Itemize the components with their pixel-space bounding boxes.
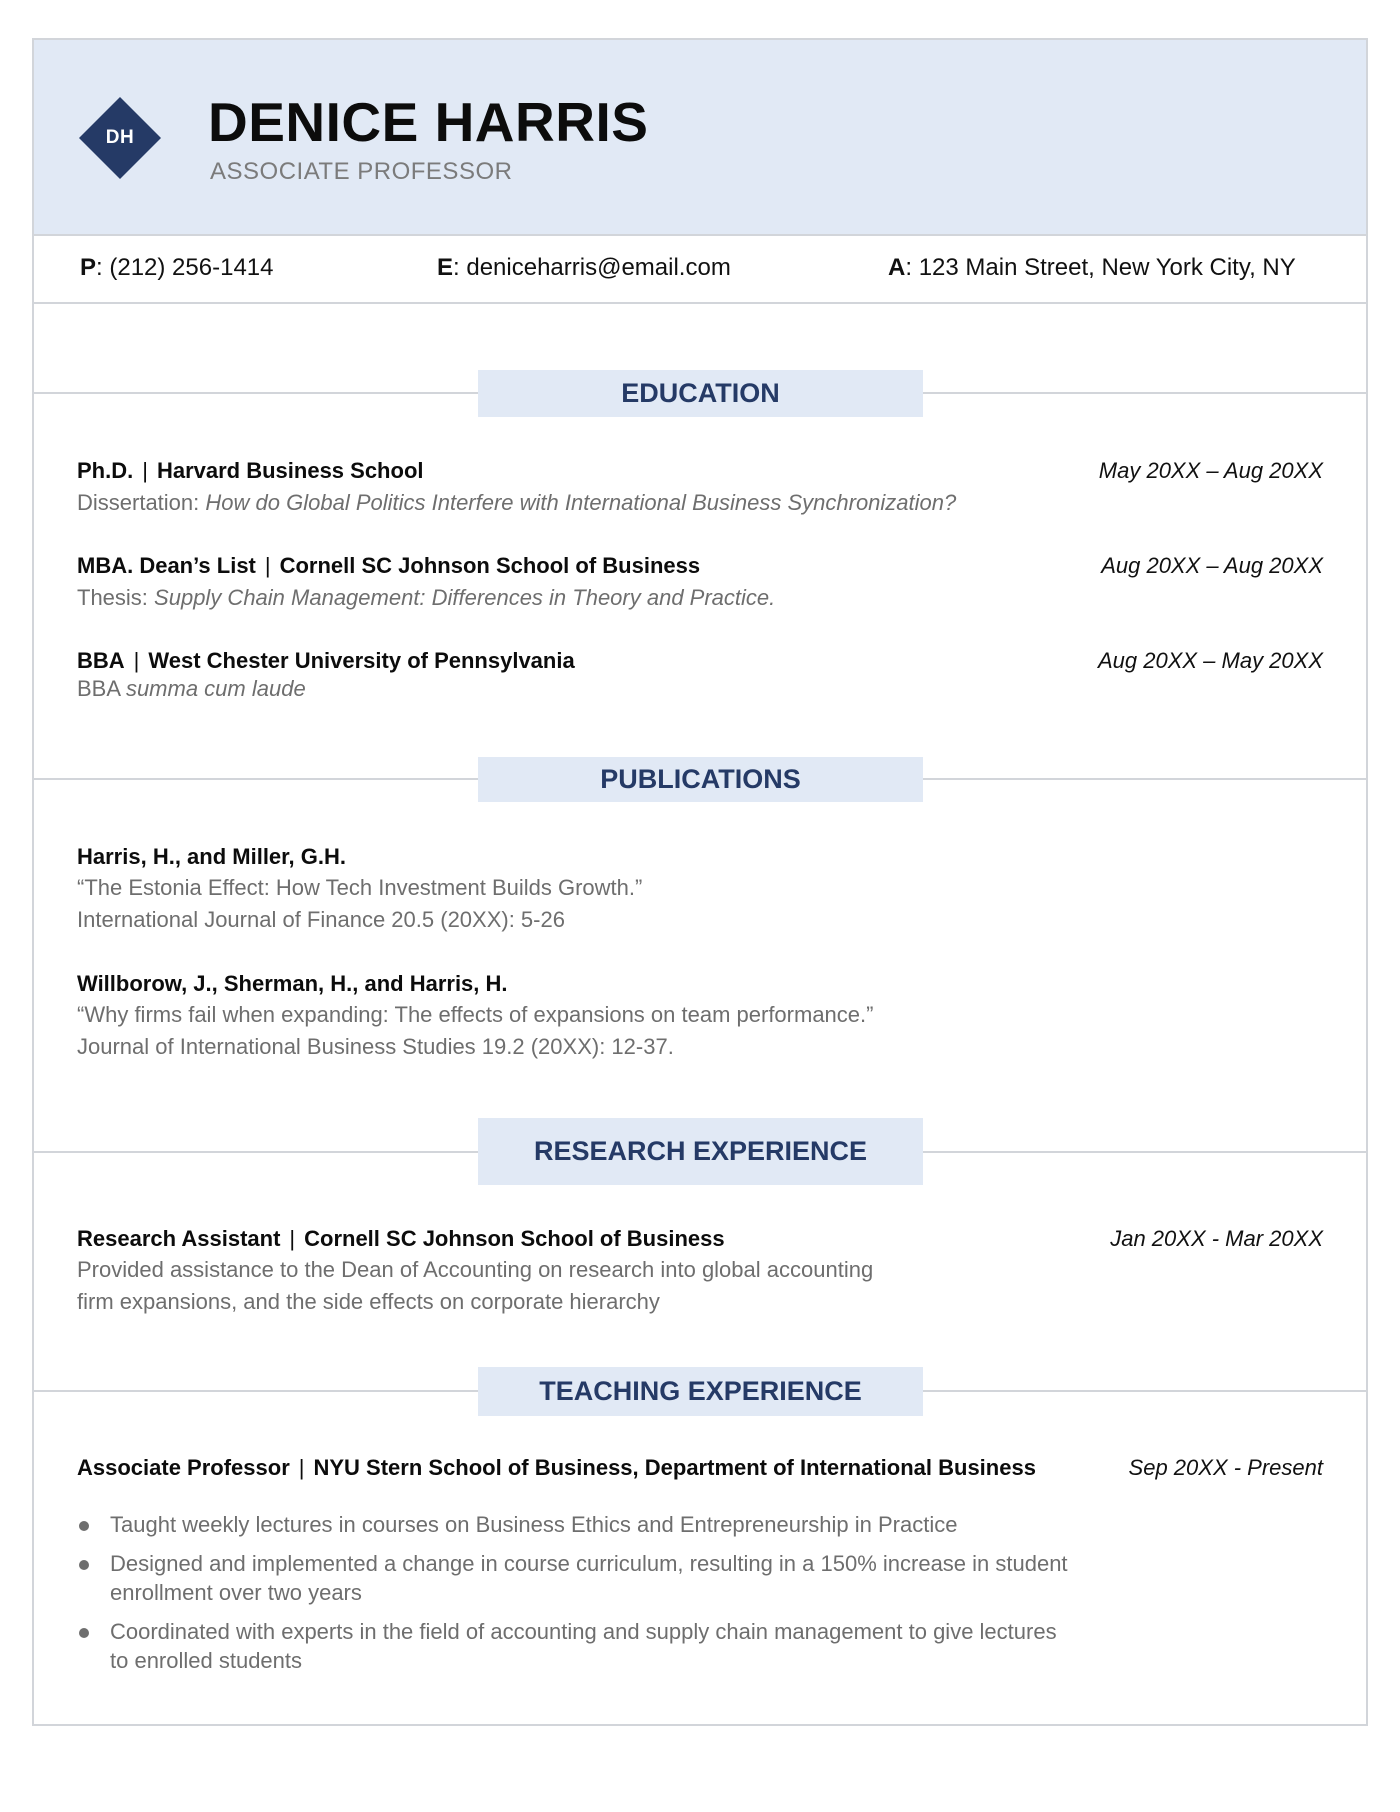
education-detail	[77, 676, 306, 702]
email-value[interactable]: deniceharris@email.com	[466, 254, 731, 281]
bullet-icon	[79, 1628, 89, 1638]
separator: |	[142, 458, 148, 483]
degree: BBA	[77, 648, 125, 673]
education-detail	[77, 490, 956, 516]
research-org: Cornell SC Johnson School of Business	[304, 1226, 725, 1251]
detail-text: How do Global Politics Interfere with International Business Synchronization?	[205, 490, 957, 515]
school: West Chester University of Pennsylvania	[148, 648, 575, 673]
teaching-dates: Sep 20XX - Present	[1128, 1455, 1323, 1480]
education-entry-title	[77, 648, 575, 674]
detail-text: summa cum laude	[125, 676, 306, 701]
contact-phone: P: (212) 256-1414	[80, 254, 274, 281]
email-label: E	[437, 254, 454, 281]
phone-label: P	[80, 254, 97, 281]
teaching-entry-title	[77, 1455, 1036, 1481]
publication-title: “The Estonia Effect: How Tech Investment Builds Growth.”	[77, 875, 643, 900]
publication-authors: Willborow, J., Sherman, H., and Harris, H.	[77, 971, 508, 996]
job-title: ASSOCIATE PROFESSOR	[210, 158, 513, 185]
contact-email: E: deniceharris@email.com	[437, 254, 731, 281]
separator: |	[264, 553, 271, 578]
degree: MBA. Dean’s List	[77, 553, 256, 578]
monogram-badge	[79, 97, 161, 179]
teaching-bullet-list	[77, 1510, 1077, 1685]
monogram-initials: DH	[105, 127, 135, 148]
bullet-icon	[79, 1521, 89, 1531]
detail-label: Thesis:	[77, 585, 148, 610]
education-detail	[77, 585, 775, 611]
education-entry-title	[77, 553, 700, 579]
school: Cornell SC Johnson School of Business	[279, 553, 701, 578]
list-item	[77, 1549, 1070, 1607]
research-role: Research Assistant	[77, 1226, 281, 1251]
publication-authors: Harris, H., and Miller, G.H.	[77, 844, 346, 869]
section-heading-research: RESEARCH EXPERIENCE	[478, 1118, 923, 1185]
research-description-line: Provided assistance to the Dean of Accounting on research into global accounting	[77, 1257, 874, 1282]
teaching-org: NYU Stern School of Business, Department of International Business	[313, 1455, 1036, 1480]
separator: |	[298, 1455, 305, 1480]
bullet-text: Taught weekly lectures in courses on Business Ethics and Entrepreneurship in Practice	[110, 1512, 958, 1537]
research-description-line: firm expansions, and the side effects on corporate hierarchy	[77, 1289, 660, 1314]
teaching-role: Associate Professor	[77, 1455, 290, 1480]
address-value: 123 Main Street, New York City, NY	[918, 254, 1296, 281]
education-entry-title	[77, 458, 424, 484]
resume-page	[32, 38, 1368, 1726]
degree: Ph.D.	[77, 458, 134, 483]
bullet-text: Coordinated with experts in the field of accounting and supply chain management to give lectures to enrolled students	[110, 1619, 1057, 1673]
section-heading-education: EDUCATION	[478, 370, 923, 417]
publication-title: “Why firms fail when expanding: The effects of expansions on team performance.”	[77, 1002, 874, 1027]
education-dates: May 20XX – Aug 20XX	[1098, 458, 1323, 483]
header-banner	[34, 40, 1366, 236]
research-entry-title	[77, 1226, 725, 1252]
education-dates: Aug 20XX – May 20XX	[1097, 648, 1323, 673]
detail-label: Dissertation:	[77, 490, 200, 515]
publication-journal: Journal of International Business Studies 19.2 (20XX): 12-37.	[77, 1034, 674, 1059]
bullet-text: Designed and implemented a change in course curriculum, resulting in a 150% increase in student enrollment over two years	[110, 1551, 1068, 1605]
research-dates: Jan 20XX - Mar 20XX	[1110, 1226, 1323, 1251]
publication-journal: International Journal of Finance 20.5 (20XX): 5-26	[77, 907, 565, 932]
section-heading-teaching: TEACHING EXPERIENCE	[478, 1367, 923, 1416]
address-label: A	[888, 254, 906, 281]
person-name: DENICE HARRIS	[208, 91, 649, 153]
list-item	[77, 1617, 1070, 1675]
contact-address: A: 123 Main Street, New York City, NY	[888, 254, 1296, 281]
detail-text: Supply Chain Management: Differences in Theory and Practice.	[154, 585, 776, 610]
detail-label: BBA	[77, 676, 120, 701]
phone-value: (212) 256-1414	[109, 254, 274, 281]
contact-bar	[34, 236, 1366, 304]
education-dates: Aug 20XX – Aug 20XX	[1101, 553, 1323, 578]
separator: |	[289, 1226, 296, 1251]
section-heading-publications: PUBLICATIONS	[478, 757, 923, 802]
bullet-icon	[79, 1560, 89, 1570]
separator: |	[133, 648, 140, 673]
list-item	[77, 1510, 1070, 1539]
school: Harvard Business School	[156, 458, 424, 483]
